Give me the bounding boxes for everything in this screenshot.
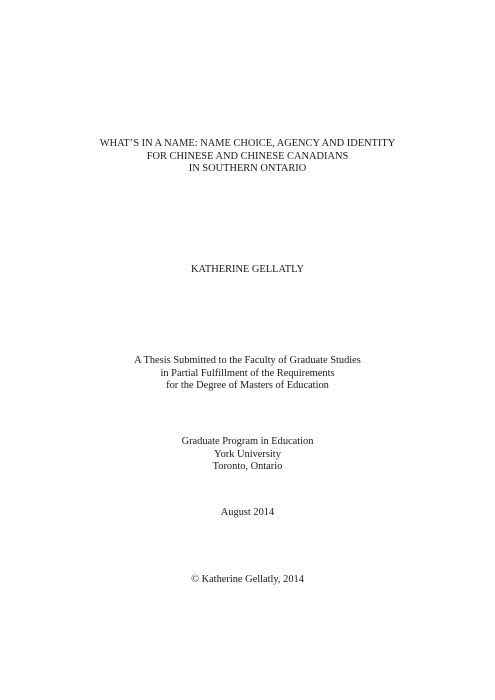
- university-name: York University: [214, 448, 281, 460]
- author-name: KATHERINE GELLATLY: [191, 264, 304, 275]
- submission-statement: [0, 355, 495, 393]
- copyright-notice: [0, 574, 495, 587]
- submission-line-2: in Partial Fulfillment of the Requirements: [160, 367, 335, 379]
- submission-line-3: for the Degree of Masters of Education: [166, 380, 329, 392]
- date-text: August 2014: [220, 507, 275, 518]
- thesis-title-line-1: WHAT’S IN A NAME: NAME CHOICE, AGENCY AND IDENTITY: [99, 138, 396, 149]
- thesis-title-line-3: IN SOUTHERN ONTARIO: [188, 163, 307, 175]
- submission-date: [0, 507, 495, 520]
- university-location: Toronto, Ontario: [212, 461, 283, 473]
- program-name: Graduate Program in Education: [181, 436, 314, 447]
- program-info: [0, 436, 495, 474]
- submission-line-1: A Thesis Submitted to the Faculty of Graduate Studies: [134, 355, 361, 366]
- author: [0, 264, 495, 277]
- thesis-title-line-2: FOR CHINESE AND CHINESE CANADIANS: [146, 150, 349, 162]
- copyright-text: © Katherine Gellatly, 2014: [191, 574, 304, 585]
- thesis-title: [0, 138, 495, 176]
